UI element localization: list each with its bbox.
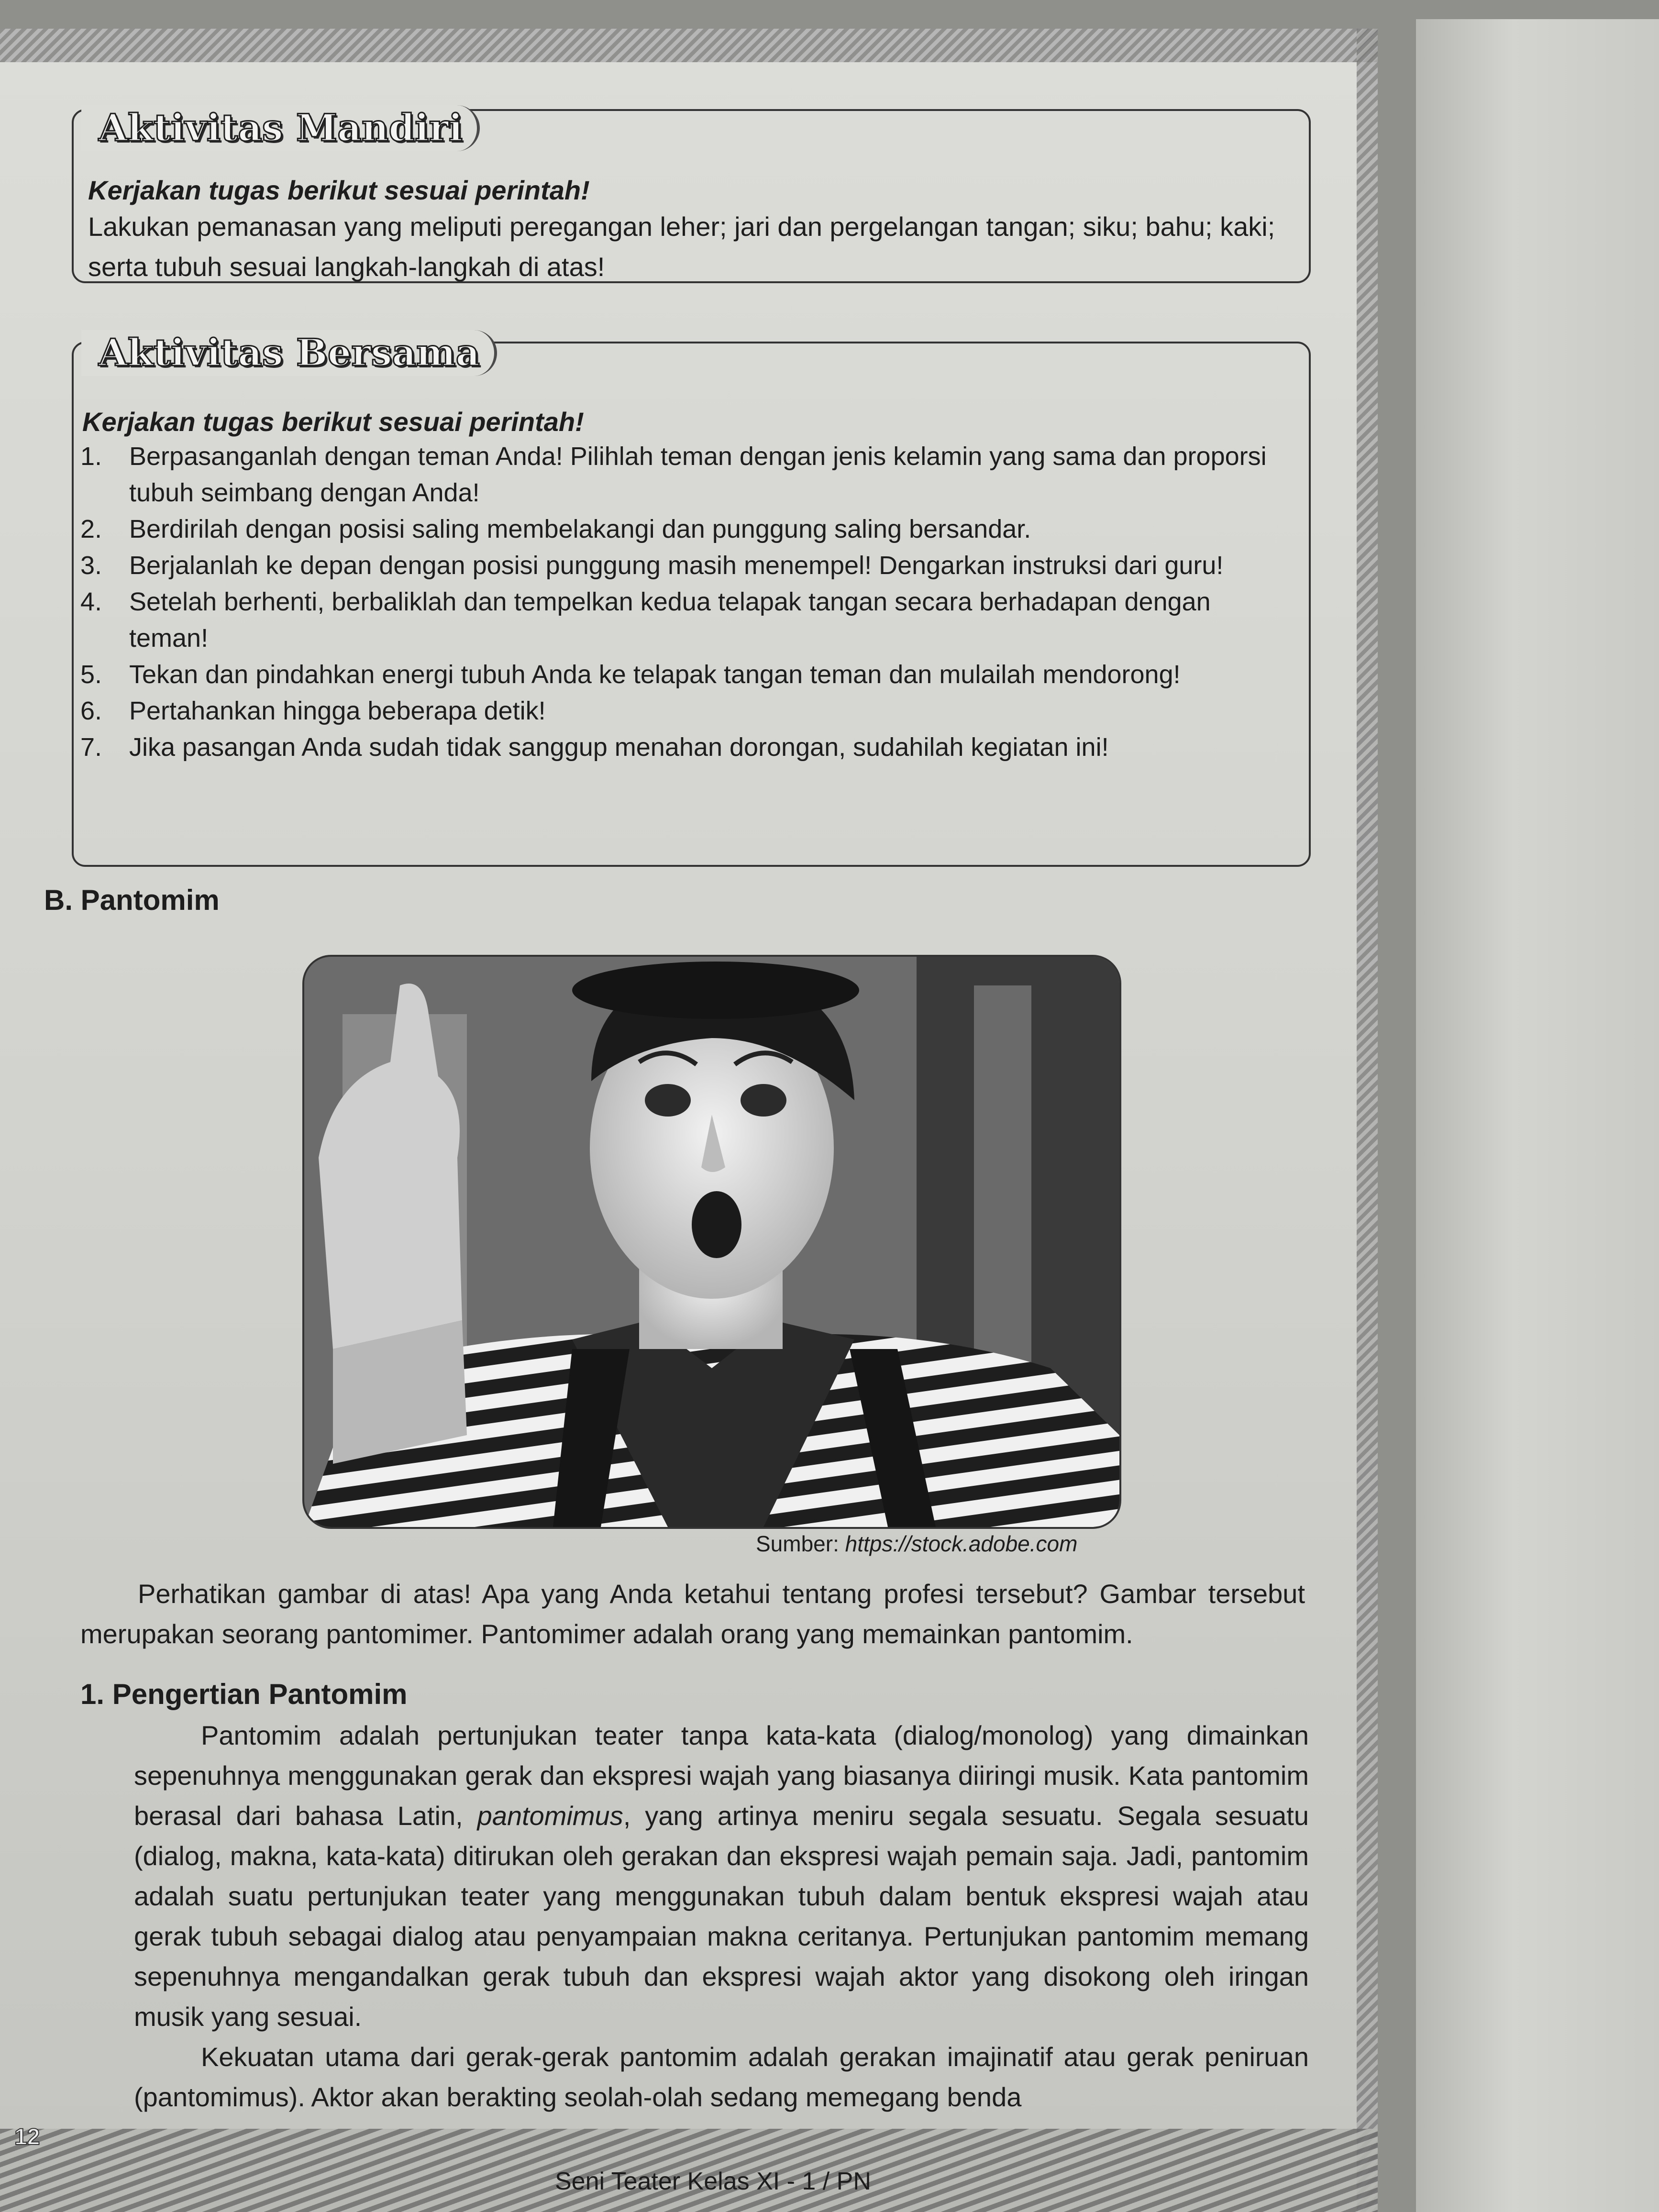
pengertian-paragraph-2: Kekuatan utama dari gerak-gerak pantomim adalah gerakan imajinatif atau gerak peniruan (pantomimus). Aktor akan berakting seolah-olah sedang memegang benda — [134, 2042, 1309, 2112]
list-item — [80, 656, 1295, 693]
list-item — [80, 729, 1295, 765]
item-text: Setelah berhenti, berbaliklah dan tempelkan kedua telapak tangan secara berhadapan dengan teman! — [129, 587, 1211, 653]
item-text: Tekan dan pindahkan energi tubuh Anda ke telapak tangan teman dan mulailah mendorong! — [129, 660, 1181, 689]
document-page — [0, 29, 1378, 2212]
item-text: Berpasanganlah dengan teman Anda! Pilihlah teman dengan jenis kelamin yang sama dan proporsi tubuh seimbang dengan Anda! — [129, 442, 1267, 507]
aktivitas-bersama-title: Aktivitas Bersama — [81, 330, 497, 376]
pengertian-paragraph-1 — [134, 1715, 1309, 2037]
list-item — [80, 584, 1295, 656]
right-decorative-band — [1357, 29, 1378, 2212]
item-number: 3. — [80, 551, 102, 580]
list-item — [80, 511, 1295, 547]
aktivitas-mandiri-body: Lakukan pemanasan yang meliputi peregangan leher; jari dan pergelangan tangan; siku; bahu; kaki; serta tubuh sesuai langkah-langkah di atas! — [88, 211, 1275, 282]
item-number: 7. — [80, 733, 102, 762]
caption-prefix: Sumber: — [756, 1531, 845, 1556]
caption-url: https://stock.adobe.com — [845, 1531, 1078, 1556]
intro-paragraph: Perhatikan gambar di atas! Apa yang Anda ketahui tentang profesi tersebut? Gambar tersebut merupakan seorang pantomimer. Pantomimer adalah orang yang memainkan pantomim. — [80, 1579, 1305, 1649]
aktivitas-bersama-instruction: Kerjakan tugas berikut sesuai perintah! — [82, 407, 584, 437]
p1-part-b: , yang artinya meniru segala sesuatu. Segala sesuatu (dialog, makna, kata-kata) ditirukan oleh gerakan dan ekspresi wajah pemain saja. Jadi, pantomim adalah suatu pertunjukan teater yang menggunakan tubuh dalam bentuk ekspresi wajah atau gerak tubuh sebagai dialog atau penyampaian makna ceritanya. Pertunjukan pantomim memang sepenuhnya mengandalkan gerak tubuh dan ekspresi wajah aktor yang disokong oleh iringan musik yang sesuai. — [134, 1801, 1309, 2032]
subsection-heading: 1. Pengertian Pantomim — [80, 1678, 408, 1710]
page-number: 12 — [14, 2124, 40, 2150]
list-item — [80, 693, 1295, 729]
mime-photo — [302, 955, 1121, 1529]
item-text: Jika pasangan Anda sudah tidak sanggup menahan dorongan, sudahilah kegiatan ini! — [129, 733, 1109, 762]
aktivitas-mandiri-title: Aktivitas Mandiri — [81, 105, 480, 151]
item-number: 4. — [80, 587, 102, 616]
item-number: 5. — [80, 660, 102, 689]
item-text: Pertahankan hingga beberapa detik! — [129, 697, 546, 725]
mime-illustration — [304, 957, 1119, 1527]
aktivitas-bersama-list — [80, 438, 1295, 765]
item-text: Berjalanlah ke depan dengan posisi punggung masih menempel! Dengarkan instruksi dari guru! — [129, 551, 1224, 580]
photo-caption — [756, 1531, 1077, 1557]
item-number: 2. — [80, 515, 102, 543]
p1-part-a: Pantomim adalah pertunjukan teater tanpa kata-kata (dialog/monolog) yang dimainkan sepenuhnya menggunakan gerak dan ekspresi wajah yang biasanya diiringi musik. Kata pantomim berasal dari bahasa Latin, — [134, 1720, 1309, 1831]
aktivitas-mandiri-instruction: Kerjakan tugas berikut sesuai perintah! — [88, 175, 590, 205]
item-number: 1. — [80, 442, 102, 471]
item-text: Berdirilah dengan posisi saling membelakangi dan punggung saling bersandar. — [129, 515, 1031, 543]
list-item — [80, 438, 1295, 511]
p1-italic-term: pantomimus — [477, 1801, 623, 1831]
list-item — [80, 547, 1295, 584]
top-decorative-band — [0, 29, 1378, 62]
section-heading: B. Pantomim — [44, 884, 220, 916]
book-title: Seni Teater Kelas XI - 1 / PN — [555, 2168, 871, 2195]
item-number: 6. — [80, 697, 102, 725]
adjacent-page — [1416, 19, 1659, 2212]
